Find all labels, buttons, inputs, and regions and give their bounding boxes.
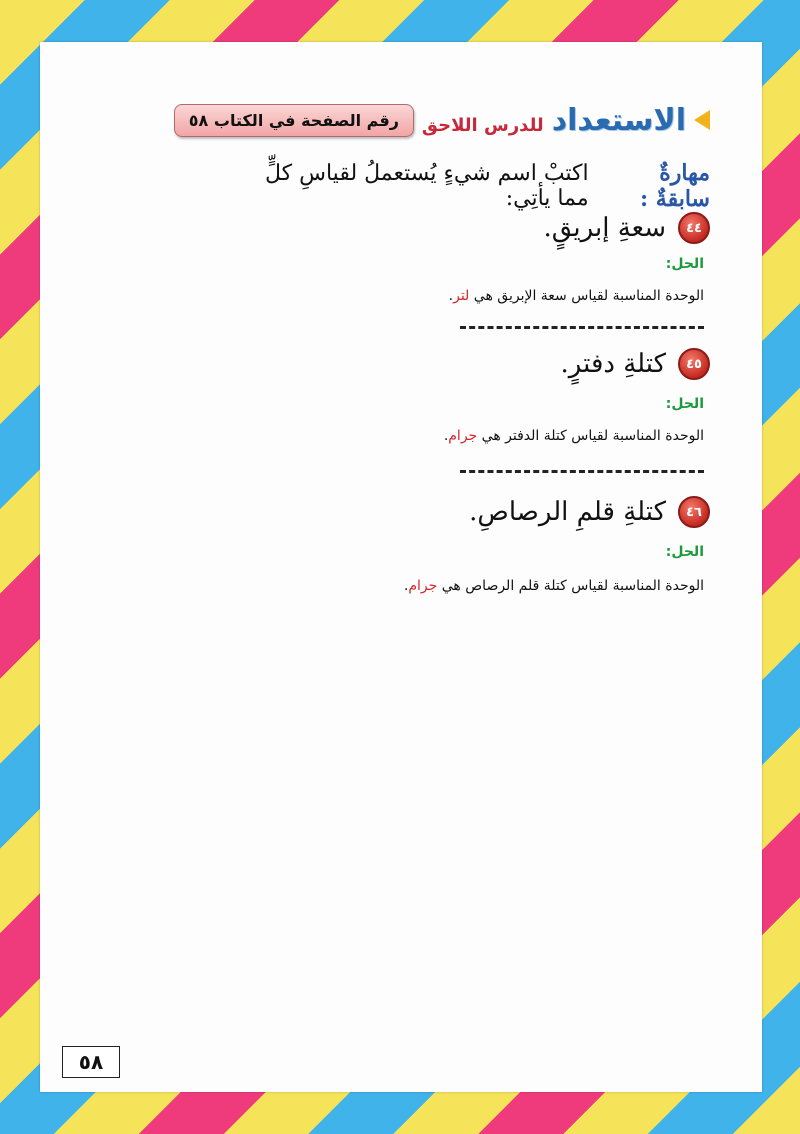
- page-sheet: [40, 42, 762, 1092]
- section-title: الاستعداد: [551, 102, 686, 138]
- book-page-badge: رقم الصفحة في الكتاب ٥٨: [174, 104, 414, 137]
- answer-prefix: الوحدة المناسبة لقياس كتلة الدفتر هي: [481, 428, 704, 444]
- dashed-separator: [460, 326, 704, 329]
- answer-unit: جرام: [448, 428, 478, 444]
- section-header: [174, 100, 710, 140]
- triangle-bullet-icon: [694, 110, 710, 130]
- question-number-badge: ٤٥: [678, 348, 710, 380]
- answer-text: [444, 428, 704, 444]
- skill-label: مهارةٌ سابقةٌ :: [640, 160, 710, 212]
- answer-suffix: .: [448, 288, 454, 304]
- answer-suffix: .: [443, 428, 449, 444]
- page-number: ٥٨: [62, 1046, 120, 1078]
- answer-suffix: .: [403, 578, 409, 594]
- answer-text: [404, 578, 704, 594]
- question-45: [561, 348, 711, 380]
- question-text: سعةِ إبريقٍ.: [543, 213, 666, 243]
- answer-unit: جرام: [408, 578, 438, 594]
- solution-label: الحل:: [665, 256, 704, 272]
- skill-row: [230, 160, 710, 212]
- question-text: كتلةِ قلمِ الرصاصِ.: [469, 497, 666, 527]
- answer-prefix: الوحدة المناسبة لقياس سعة الإبريق هي: [473, 288, 704, 304]
- answer-text: [449, 288, 704, 304]
- question-46: [469, 496, 710, 528]
- question-number-badge: ٤٦: [678, 496, 710, 528]
- question-44: [543, 212, 710, 244]
- answer-unit: لتر: [453, 288, 470, 304]
- section-subtitle: للدرس اللاحق: [421, 114, 544, 136]
- skill-instruction: اكتبْ اسم شيءٍ يُستعملُ لقياسِ كلٍّ مما يأتِي:: [265, 161, 589, 211]
- dashed-separator: [460, 470, 704, 473]
- solution-label: الحل:: [665, 396, 704, 412]
- solution-label: الحل:: [665, 544, 704, 560]
- question-text: كتلةِ دفترٍ.: [560, 349, 666, 379]
- question-number-badge: ٤٤: [678, 212, 710, 244]
- answer-prefix: الوحدة المناسبة لقياس كتلة قلم الرصاص هي: [441, 578, 704, 594]
